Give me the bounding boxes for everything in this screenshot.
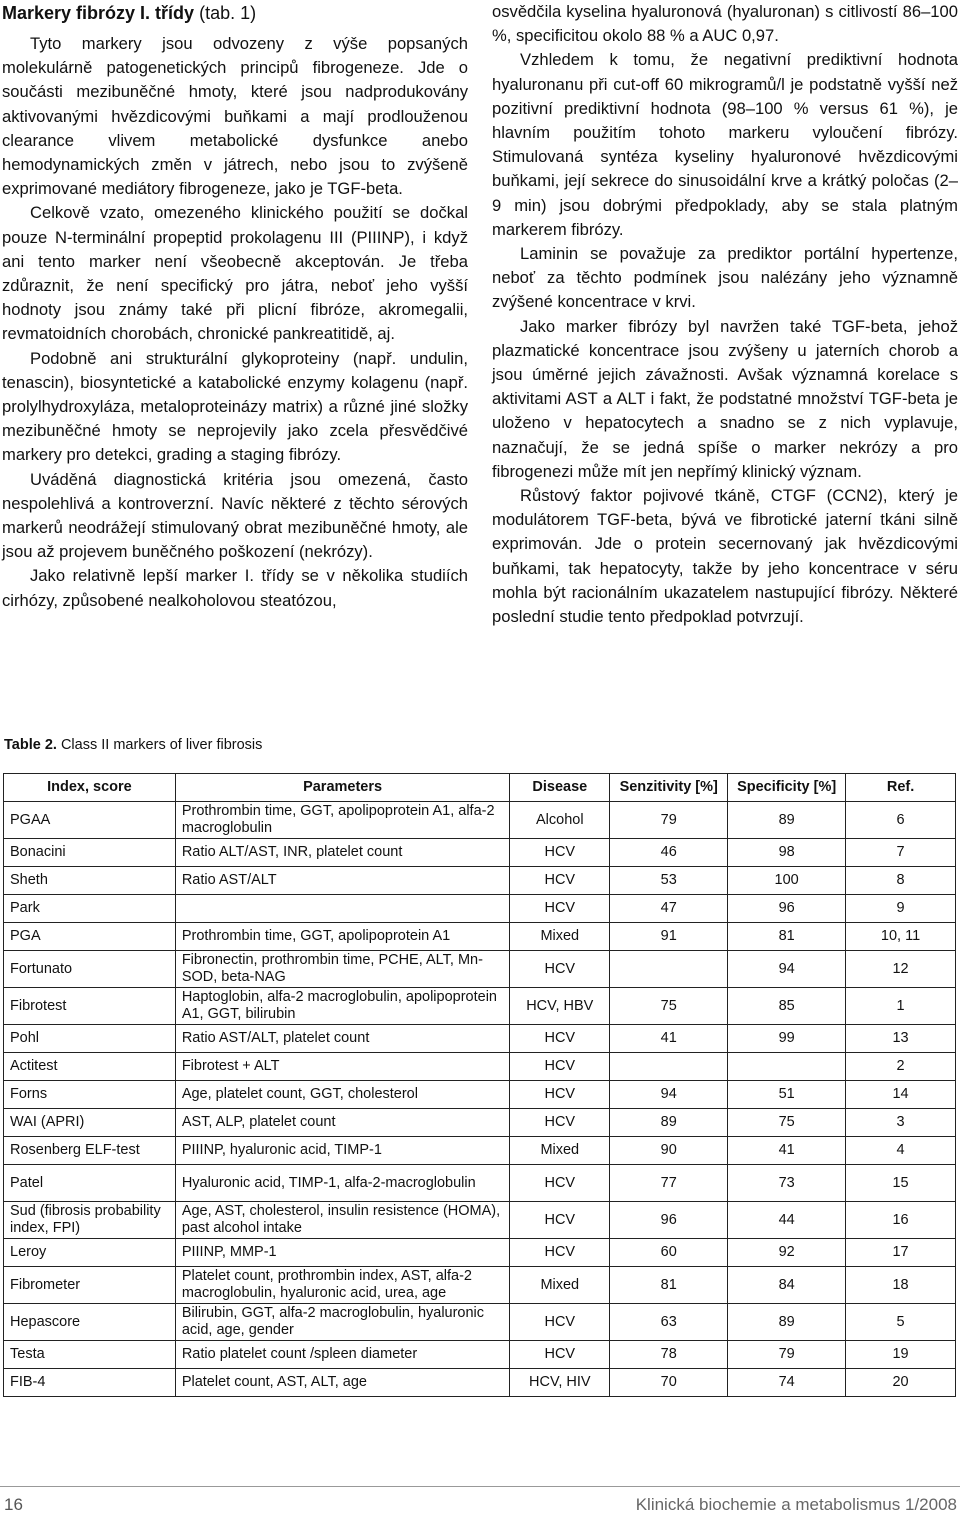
cell-params: Ratio platelet count /spleen diameter (175, 1341, 510, 1369)
table-row (4, 802, 956, 839)
table-row (4, 1053, 956, 1081)
table-row (4, 1341, 956, 1369)
cell-index: Patel (4, 1165, 176, 1202)
cell-disease: Mixed (510, 1137, 610, 1165)
cell-ref: 20 (846, 1369, 956, 1397)
table-header-row (4, 774, 956, 802)
cell-disease: HCV, HIV (510, 1369, 610, 1397)
table-row (4, 1239, 956, 1267)
cell-spec: 99 (728, 1025, 846, 1053)
column-header: Parameters (175, 774, 510, 802)
cell-spec: 89 (728, 802, 846, 839)
cell-disease: HCV (510, 1304, 610, 1341)
cell-sens: 41 (610, 1025, 728, 1053)
cell-sens: 79 (610, 802, 728, 839)
footer-divider (0, 1486, 960, 1487)
cell-index: Bonacini (4, 839, 176, 867)
cell-disease: Mixed (510, 923, 610, 951)
cell-spec (728, 1053, 846, 1081)
cell-params: Fibronectin, prothrombin time, PCHE, ALT, Mn-SOD, beta-NAG (175, 951, 510, 988)
cell-spec: 98 (728, 839, 846, 867)
column-header: Senzitivity [%] (610, 774, 728, 802)
cell-disease: HCV (510, 1109, 610, 1137)
cell-ref: 7 (846, 839, 956, 867)
cell-params: Ratio AST/ALT (175, 867, 510, 895)
cell-disease: HCV (510, 1053, 610, 1081)
paragraph: Laminin se považuje za prediktor portální hypertenze, neboť za těchto podmínek jsou nalézány jeho významně zvýšené koncentrace v krvi. (492, 244, 958, 312)
cell-spec: 85 (728, 988, 846, 1025)
cell-ref: 15 (846, 1165, 956, 1202)
cell-spec: 73 (728, 1165, 846, 1202)
cell-params: PIIINP, hyaluronic acid, TIMP-1 (175, 1137, 510, 1165)
cell-index: Forns (4, 1081, 176, 1109)
column-header: Disease (510, 774, 610, 802)
cell-params: Hyaluronic acid, TIMP-1, alfa-2-macroglobulin (175, 1165, 510, 1202)
table-row (4, 988, 956, 1025)
left-column (2, 0, 468, 613)
table-row (4, 923, 956, 951)
cell-spec: 74 (728, 1369, 846, 1397)
cell-spec: 51 (728, 1081, 846, 1109)
cell-index: Actitest (4, 1053, 176, 1081)
paragraph: Celkově vzato, omezeného klinického použití se dočkal pouze N-terminální propeptid prokolagenu III (PIIINP), i když ani tento marker není všeobecně akceptován. Je třeba zdůraznit, že není specifický pro játra, neboť jeho vyšší hodnoty jsou známy také při plicní fibróze, akromegalii, revmatoidních chorobách, chronické pankreatitidě, aj. (2, 203, 468, 344)
table-row (4, 895, 956, 923)
cell-disease: HCV (510, 839, 610, 867)
page-number: 16 (4, 1495, 23, 1514)
cell-spec: 92 (728, 1239, 846, 1267)
cell-params (175, 895, 510, 923)
cell-index: Rosenberg ELF-test (4, 1137, 176, 1165)
cell-params: Haptoglobin, alfa-2 macroglobulin, apolipoprotein A1, GGT, bilirubin (175, 988, 510, 1025)
cell-ref: 1 (846, 988, 956, 1025)
cell-ref: 5 (846, 1304, 956, 1341)
cell-sens (610, 951, 728, 988)
table-row (4, 867, 956, 895)
cell-disease: HCV (510, 1025, 610, 1053)
table-caption (4, 737, 262, 753)
cell-spec: 100 (728, 867, 846, 895)
cell-ref: 9 (846, 895, 956, 923)
cell-index: Hepascore (4, 1304, 176, 1341)
table-body (4, 802, 956, 1397)
cell-params: PIIINP, MMP-1 (175, 1239, 510, 1267)
cell-index: Sheth (4, 867, 176, 895)
cell-index: Pohl (4, 1025, 176, 1053)
table-row (4, 1025, 956, 1053)
cell-params: Age, AST, cholesterol, insulin resistence (HOMA), past alcohol intake (175, 1202, 510, 1239)
table-row (4, 1081, 956, 1109)
table-row (4, 1304, 956, 1341)
cell-sens: 96 (610, 1202, 728, 1239)
paragraph: Uváděná diagnostická kritéria jsou omezená, často nespolehlivá a kontroverzní. Navíc některé z těchto sérových markerů neodrážejí stimulovaný obrat mezibuněčné hmoty, ale jsou až projevem buněčného poškození (nekrózy). (2, 469, 468, 562)
cell-index: Park (4, 895, 176, 923)
cell-index: FIB-4 (4, 1369, 176, 1397)
cell-index: PGA (4, 923, 176, 951)
cell-index: Sud (fibrosis probability index, FPI) (4, 1202, 176, 1239)
cell-ref: 2 (846, 1053, 956, 1081)
cell-sens: 90 (610, 1137, 728, 1165)
cell-sens: 77 (610, 1165, 728, 1202)
cell-index: Testa (4, 1341, 176, 1369)
table-row (4, 1109, 956, 1137)
table-row (4, 951, 956, 988)
cell-disease: HCV (510, 1165, 610, 1202)
right-column (492, 0, 958, 629)
cell-params: Platelet count, prothrombin index, AST, alfa-2 macroglobulin, hyaluronic acid, urea, age (175, 1267, 510, 1304)
cell-sens (610, 1053, 728, 1081)
paragraph-continuation: osvědčila kyselina hyaluronová (hyaluronan) s citlivostí 86–100 %, specificitou okolo 88 % a AUC 0,97. (492, 2, 958, 46)
cell-params: Ratio ALT/AST, INR, platelet count (175, 839, 510, 867)
heading-text: Markery fibrózy I. třídy (2, 3, 195, 23)
cell-ref: 10, 11 (846, 923, 956, 951)
cell-spec: 41 (728, 1137, 846, 1165)
paragraph: Tyto markery jsou odvozeny z výše popsaných molekulárně patogenetických principů fibrogeneze. Jde o součásti mezibuněčné hmoty, které jsou nadprodukovány aktivovanými hvězdicovými buňkami a mají prodlouženou clearance vlivem metabolické dysfunkce anebo hemodynamických změn v játrech, nebo jsou to zvýšeně exprimované mediátory fibrogeneze, jako je TGF-beta. (2, 34, 468, 199)
cell-ref: 3 (846, 1109, 956, 1137)
cell-disease: HCV (510, 951, 610, 988)
cell-params: Prothrombin time, GGT, apolipoprotein A1 (175, 923, 510, 951)
cell-sens: 63 (610, 1304, 728, 1341)
paragraph: Růstový faktor pojivové tkáně, CTGF (CCN2), který je modulátorem TGF-beta, bývá ve fibrotické jaterní tkáni silně exprimován. Jde o protein secernovaný jak hvězdicovými buňkami, tak hepatocyty, takže by jeho koncentrace v séru mohla být racionálním ukazatelem nastupující fibrózy. Některé poslední studie tento předpoklad potvrzují. (492, 486, 958, 627)
cell-ref: 6 (846, 802, 956, 839)
table-row (4, 1369, 956, 1397)
paragraph: Jako relativně lepší marker I. třídy se v několika studiích cirhózy, způsobené nealkoholovou steatózou, (2, 566, 468, 610)
cell-disease: Alcohol (510, 802, 610, 839)
cell-disease: HCV, HBV (510, 988, 610, 1025)
table-row (4, 1165, 956, 1202)
cell-disease: HCV (510, 1341, 610, 1369)
cell-disease: HCV (510, 895, 610, 923)
cell-index: Fibrometer (4, 1267, 176, 1304)
table-row (4, 839, 956, 867)
journal-name: Klinická biochemie a metabolismus 1/2008 (635, 1495, 957, 1514)
table-row (4, 1267, 956, 1304)
cell-sens: 47 (610, 895, 728, 923)
cell-ref: 17 (846, 1239, 956, 1267)
cell-ref: 18 (846, 1267, 956, 1304)
cell-params: Prothrombin time, GGT, apolipoprotein A1, alfa-2 macroglobulin (175, 802, 510, 839)
cell-sens: 81 (610, 1267, 728, 1304)
cell-ref: 14 (846, 1081, 956, 1109)
cell-params: Ratio AST/ALT, platelet count (175, 1025, 510, 1053)
cell-sens: 75 (610, 988, 728, 1025)
cell-spec: 94 (728, 951, 846, 988)
cell-sens: 94 (610, 1081, 728, 1109)
cell-ref: 4 (846, 1137, 956, 1165)
column-header: Ref. (846, 774, 956, 802)
paragraph: Jako marker fibrózy byl navržen také TGF-beta, jehož plazmatické koncentrace jsou zvýšeny u jaterních chorob a jsou úměrné jejich závažnosti. Avšak významná korelace s aktivitami AST a ALT i fakt, že podstatné množství TGF-beta je uloženo v hepatocytech a snadno se z nich vyplavuje, naznačují, že se jedná spíše o marker nekrózy a pro fibrogenezi může mít jen nepřímý klinický význam. (492, 316, 958, 481)
cell-index: PGAA (4, 802, 176, 839)
cell-sens: 53 (610, 867, 728, 895)
cell-index: Fibrotest (4, 988, 176, 1025)
cell-disease: Mixed (510, 1267, 610, 1304)
cell-sens: 78 (610, 1341, 728, 1369)
cell-sens: 91 (610, 923, 728, 951)
cell-params: Age, platelet count, GGT, cholesterol (175, 1081, 510, 1109)
cell-spec: 75 (728, 1109, 846, 1137)
cell-params: Fibrotest + ALT (175, 1053, 510, 1081)
cell-ref: 19 (846, 1341, 956, 1369)
cell-params: AST, ALP, platelet count (175, 1109, 510, 1137)
cell-spec: 96 (728, 895, 846, 923)
cell-ref: 16 (846, 1202, 956, 1239)
cell-disease: HCV (510, 1239, 610, 1267)
cell-index: Fortunato (4, 951, 176, 988)
column-header: Index, score (4, 774, 176, 802)
cell-sens: 89 (610, 1109, 728, 1137)
section-heading (2, 0, 468, 26)
cell-sens: 60 (610, 1239, 728, 1267)
column-header: Specificity [%] (728, 774, 846, 802)
cell-disease: HCV (510, 1202, 610, 1239)
cell-spec: 79 (728, 1341, 846, 1369)
cell-spec: 44 (728, 1202, 846, 1239)
cell-ref: 13 (846, 1025, 956, 1053)
cell-params: Bilirubin, GGT, alfa-2 macroglobulin, hyaluronic acid, age, gender (175, 1304, 510, 1341)
cell-sens: 46 (610, 839, 728, 867)
cell-ref: 8 (846, 867, 956, 895)
paragraph: Vzhledem k tomu, že negativní prediktivní hodnota hyaluronanu při cut-off 60 mikrogramů/l je podstatně vyšší než pozitivní prediktivní hodnota (98–100 % versus 61 %), je hlavním použitím tohoto markeru vyloučení fibrózy. Stimulovaná syntéza kyseliny hyaluronové hvězdicovými buňkami, její sekrece do sinusoidální krve a krátký poločas (2–9 min) jsou dobrými předpoklady, aby se stala platným markerem fibrózy. (492, 50, 958, 239)
cell-spec: 84 (728, 1267, 846, 1304)
cell-disease: HCV (510, 867, 610, 895)
cell-spec: 89 (728, 1304, 846, 1341)
markers-table (3, 773, 956, 1397)
cell-ref: 12 (846, 951, 956, 988)
cell-disease: HCV (510, 1081, 610, 1109)
table-caption-label: Table 2. (4, 737, 57, 753)
cell-sens: 70 (610, 1369, 728, 1397)
table-row (4, 1202, 956, 1239)
heading-table-ref: (tab. 1) (199, 3, 257, 23)
table-caption-text: Class II markers of liver fibrosis (60, 737, 263, 753)
table-row (4, 1137, 956, 1165)
cell-spec: 81 (728, 923, 846, 951)
cell-index: Leroy (4, 1239, 176, 1267)
cell-index: WAI (APRI) (4, 1109, 176, 1137)
paragraph: Podobně ani strukturální glykoproteiny (např. undulin, tenascin), biosyntetické a katabolické enzymy kolagenu (např. prolylhydroxyláza, metaloproteinázy matrix) a různé jiné složky mezibuněčné hmoty se neprojevily jako zcela přesvědčivé markery pro detekci, grading a staging fibrózy. (2, 348, 468, 465)
cell-params: Platelet count, AST, ALT, age (175, 1369, 510, 1397)
